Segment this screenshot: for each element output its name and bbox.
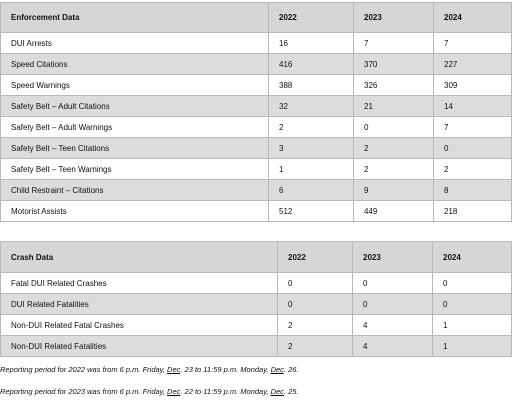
cell-2023: 4 bbox=[353, 336, 433, 357]
cell-2024: 0 bbox=[434, 138, 512, 159]
cell-2022: 16 bbox=[269, 33, 354, 54]
crash-header-row bbox=[1, 242, 512, 273]
note-text: Dec bbox=[270, 365, 284, 374]
cell-2022: 512 bbox=[269, 201, 354, 222]
note-text: Reporting period for 2022 was from 6 p.m. Friday, bbox=[0, 365, 168, 374]
cell-2023: 0 bbox=[353, 294, 433, 315]
note-text: . 22 to 11:59 p.m. Monday, bbox=[180, 387, 271, 396]
cell-2024: 1 bbox=[433, 336, 512, 357]
cell-2022: 2 bbox=[269, 117, 354, 138]
cell-2023: 2 bbox=[354, 159, 434, 180]
cell-2024: 7 bbox=[434, 117, 512, 138]
enforcement-header-row bbox=[1, 3, 512, 33]
cell-2023: 0 bbox=[353, 273, 433, 294]
cell-2024: 309 bbox=[434, 75, 512, 96]
cell-2024: 1 bbox=[433, 315, 512, 336]
table-row bbox=[1, 54, 512, 75]
cell-2023: 370 bbox=[354, 54, 434, 75]
reporting-period-note-2023 bbox=[0, 387, 299, 396]
cell-2022: 1 bbox=[269, 159, 354, 180]
row-label: Non-DUI Related Fatalities bbox=[1, 336, 278, 357]
table-row bbox=[1, 180, 512, 201]
row-label: Speed Warnings bbox=[1, 75, 269, 96]
cell-2022: 2 bbox=[278, 315, 353, 336]
cell-2023: 7 bbox=[354, 33, 434, 54]
table-row bbox=[1, 75, 512, 96]
note-text: Dec bbox=[167, 365, 181, 374]
cell-2022: 416 bbox=[269, 54, 354, 75]
table-row bbox=[1, 33, 512, 54]
cell-2023: 2 bbox=[354, 138, 434, 159]
table-row bbox=[1, 294, 512, 315]
row-label: Motorist Assists bbox=[1, 201, 269, 222]
note-text: . 26. bbox=[283, 365, 299, 374]
table-row bbox=[1, 96, 512, 117]
cell-2023: 4 bbox=[353, 315, 433, 336]
cell-2022: 3 bbox=[269, 138, 354, 159]
crash-header-2023: 2023 bbox=[353, 242, 433, 273]
crash-data-table bbox=[0, 241, 512, 357]
cell-2024: 0 bbox=[433, 273, 512, 294]
enforcement-header-2024: 2024 bbox=[434, 3, 512, 33]
cell-2024: 7 bbox=[434, 33, 512, 54]
table-row bbox=[1, 273, 512, 294]
enforcement-header-label: Enforcement Data bbox=[1, 3, 269, 33]
cell-2023: 21 bbox=[354, 96, 434, 117]
note-text: . 23 to 11:59 p.m. Monday, bbox=[180, 365, 271, 374]
enforcement-data-table bbox=[0, 2, 512, 222]
row-label: DUI Arrests bbox=[1, 33, 269, 54]
cell-2023: 326 bbox=[354, 75, 434, 96]
enforcement-header-2023: 2023 bbox=[354, 3, 434, 33]
crash-header-2022: 2022 bbox=[278, 242, 353, 273]
table-row bbox=[1, 315, 512, 336]
cell-2022: 6 bbox=[269, 180, 354, 201]
note-text: . 25. bbox=[283, 387, 299, 396]
crash-header-2024: 2024 bbox=[433, 242, 512, 273]
table-row bbox=[1, 336, 512, 357]
row-label: Safety Belt – Adult Citations bbox=[1, 96, 269, 117]
cell-2022: 2 bbox=[278, 336, 353, 357]
row-label: DUI Related Fatalities bbox=[1, 294, 278, 315]
cell-2024: 218 bbox=[434, 201, 512, 222]
row-label: Safety Belt – Teen Warnings bbox=[1, 159, 269, 180]
cell-2024: 0 bbox=[433, 294, 512, 315]
enforcement-header-2022: 2022 bbox=[269, 3, 354, 33]
note-text: Dec bbox=[167, 387, 181, 396]
note-text: Reporting period for 2023 was from 6 p.m. Friday, bbox=[0, 387, 168, 396]
cell-2022: 0 bbox=[278, 273, 353, 294]
crash-header-label: Crash Data bbox=[1, 242, 278, 273]
cell-2023: 9 bbox=[354, 180, 434, 201]
row-label: Safety Belt – Teen Citations bbox=[1, 138, 269, 159]
cell-2022: 388 bbox=[269, 75, 354, 96]
note-text: Dec bbox=[270, 387, 284, 396]
row-label: Non-DUI Related Fatal Crashes bbox=[1, 315, 278, 336]
table-row bbox=[1, 201, 512, 222]
table-row bbox=[1, 117, 512, 138]
reporting-period-note-2022 bbox=[0, 365, 299, 374]
row-label: Child Restraint – Citations bbox=[1, 180, 269, 201]
cell-2023: 449 bbox=[354, 201, 434, 222]
cell-2023: 0 bbox=[354, 117, 434, 138]
cell-2024: 2 bbox=[434, 159, 512, 180]
cell-2022: 0 bbox=[278, 294, 353, 315]
table-row bbox=[1, 159, 512, 180]
row-label: Speed Citations bbox=[1, 54, 269, 75]
cell-2024: 14 bbox=[434, 96, 512, 117]
cell-2022: 32 bbox=[269, 96, 354, 117]
cell-2024: 8 bbox=[434, 180, 512, 201]
row-label: Fatal DUI Related Crashes bbox=[1, 273, 278, 294]
table-row bbox=[1, 138, 512, 159]
row-label: Safety Belt – Adult Warnings bbox=[1, 117, 269, 138]
cell-2024: 227 bbox=[434, 54, 512, 75]
